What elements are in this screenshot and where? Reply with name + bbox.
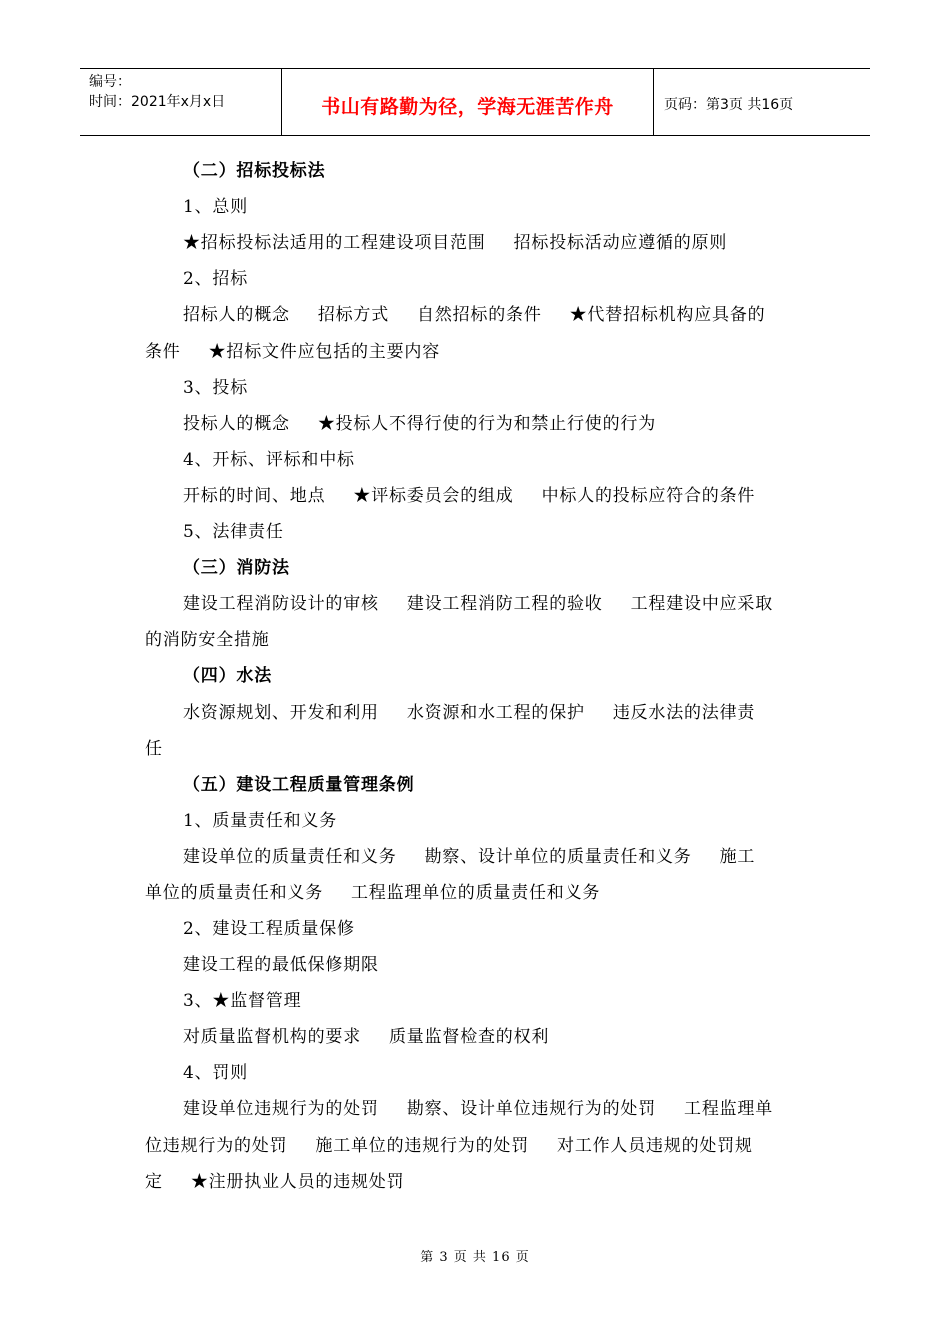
- topic-item: 建设工程消防工程的验收: [406, 594, 603, 614]
- topic-line: [183, 701, 755, 725]
- subsection-heading: 1、总则: [183, 197, 249, 217]
- subsection-heading: 4、开标、评标和中标: [183, 450, 355, 470]
- header-page-info: 页码：第3页 共16页: [664, 97, 794, 113]
- topic-item: 勘察、设计单位违规行为的处罚: [406, 1099, 657, 1119]
- topic-line: [183, 1097, 773, 1121]
- topic-item: 自然招标的条件: [417, 305, 542, 325]
- topic-item: ★代替招标机构应具备的: [569, 305, 766, 325]
- topic-line: [145, 881, 600, 905]
- topic-line: [183, 484, 755, 508]
- topic-item: 条件: [145, 342, 181, 362]
- subsection-heading: 1、质量责任和义务: [183, 811, 338, 831]
- topic-line: [183, 845, 755, 869]
- subsection-heading: 4、罚则: [183, 1063, 249, 1083]
- topic-line: 建设工程的最低保修期限: [183, 955, 379, 975]
- topic-item: 中标人的投标应符合的条件: [541, 486, 756, 506]
- topic-item: 工程监理单位的质量责任和义务: [351, 883, 601, 903]
- subsection-heading: 3、★监督管理: [183, 991, 302, 1011]
- topic-line: [183, 231, 727, 255]
- subsection-heading: 5、法律责任: [183, 522, 284, 542]
- page-footer: 第 3 页 共 16 页: [420, 1250, 530, 1265]
- topic-item: ★投标人不得行使的行为和禁止行使的行为: [317, 414, 657, 434]
- topic-item: 违反水法的法律责: [612, 703, 756, 723]
- topic-item: ★评标委员会的组成: [353, 486, 514, 506]
- topic-line: 的消防安全措施: [145, 630, 270, 650]
- topic-line: [145, 1134, 753, 1158]
- topic-item: 投标人的概念: [183, 414, 290, 434]
- topic-item: 对质量监督机构的要求: [183, 1027, 361, 1047]
- topic-item: 招标方式: [317, 305, 390, 325]
- topic-item: 质量监督检查的权利: [389, 1027, 550, 1047]
- topic-item: 施工: [719, 847, 756, 867]
- topic-line: [183, 1025, 549, 1049]
- header-motto: 书山有路勤为径，学海无涯苦作舟: [282, 69, 654, 135]
- topic-line: [183, 303, 765, 327]
- section-heading: （四）水法: [183, 666, 272, 686]
- subsection-heading: 2、建设工程质量保修: [183, 919, 355, 939]
- section-heading: （三）消防法: [183, 558, 290, 578]
- topic-item: 开标的时间、地点: [183, 486, 326, 506]
- page-header: [80, 68, 870, 136]
- topic-line: [183, 592, 773, 616]
- topic-item: 建设单位的质量责任和义务: [183, 847, 397, 867]
- topic-item: 施工单位的违规行为的处罚: [315, 1136, 530, 1156]
- topic-item: 水资源和水工程的保护: [406, 703, 585, 723]
- topic-line: [145, 340, 440, 364]
- topic-item: 工程监理单: [684, 1099, 774, 1119]
- topic-item: 定: [145, 1172, 163, 1192]
- topic-item: ★注册执业人员的违规处罚: [190, 1172, 405, 1192]
- document-date: 时间：2021年x月x日: [89, 94, 226, 110]
- topic-item: 工程建设中应采取: [630, 594, 774, 614]
- topic-item: 位违规行为的处罚: [145, 1136, 288, 1156]
- topic-item: 对工作人员违规的处罚规: [557, 1136, 753, 1156]
- topic-item: 建设单位违规行为的处罚: [183, 1099, 379, 1119]
- topic-item: ★招标文件应包括的主要内容: [208, 342, 441, 362]
- topic-item: 单位的质量责任和义务: [145, 883, 323, 903]
- topic-item: 招标投标活动应遵循的原则: [513, 233, 728, 253]
- topic-line: 任: [145, 739, 163, 759]
- topic-line: [145, 1170, 404, 1194]
- subsection-heading: 3、投标: [183, 378, 249, 398]
- header-meta: [80, 69, 282, 135]
- topic-item: 招标人的概念: [183, 305, 290, 325]
- document-number-label: 编号：: [89, 74, 131, 90]
- topic-item: 水资源规划、开发和利用: [183, 703, 379, 723]
- topic-item: 建设工程消防设计的审核: [183, 594, 379, 614]
- topic-line: [183, 412, 656, 436]
- subsection-heading: 2、招标: [183, 269, 249, 289]
- topic-item: ★招标投标法适用的工程建设项目范围: [183, 233, 486, 253]
- section-heading: （二）招标投标法: [183, 161, 326, 181]
- topic-item: 勘察、设计单位的质量责任和义务: [424, 847, 692, 867]
- section-heading: （五）建设工程质量管理条例: [183, 775, 415, 795]
